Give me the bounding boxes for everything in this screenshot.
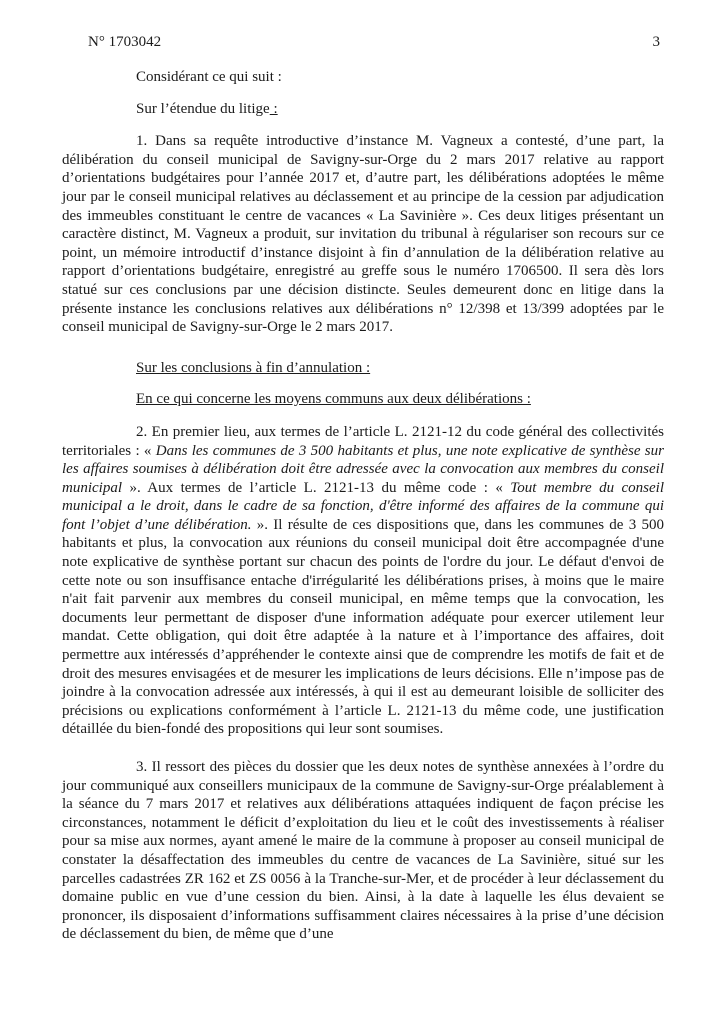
text-run: Tout membre du conseil municipal a le droit, dans le cadre de sa fonction, d'être informé des affaires de la commune qui font l’objet d’une délibération.	[62, 479, 664, 533]
text-run: ». Il résulte de ces dispositions que, dans les communes de 3 500 habitants et plus, la convocation aux réunions du conseil municipal doit être accompagnée d'une note explicative de synthèse portant sur chacun des points de l'ordre du jour. Le défaut d'envoi de cette note ou son insuffisance entache d'irrégularité les délibérations prises, à moins que le maire n'ait fait parvenir aux membres du conseil municipal, en même temps que la convocation, les documents leur permettant de disposer d'une information adéquate pour exercer utilement leur mandat. Cette obligation, qui doit être adaptée à la nature et à l’importance des affaires, doit permettre aux intéressés d’appréhender le contexte ainsi que de comprendre les motifs de fait et de droit des mesures envisagées et de mesurer les implications de leurs décisions. Elle n’impose pas de joindre à la convocation adressée aux intéressés, à qui il est au demeurant loisible de solliciter des précisions ou explications conformément à l’article L. 2121-13 du même code, une justification détaillée du bien-fondé des propositions qui leur sont soumises.	[62, 516, 664, 738]
text-run: ». Aux termes de l’article L. 2121-13 du même code : «	[122, 479, 511, 496]
heading-conclusions-annulation	[62, 359, 664, 378]
heading-considerant: Considérant ce qui suit :	[136, 69, 282, 85]
heading-etendue-litige	[62, 100, 664, 119]
page-number: 3	[652, 34, 660, 50]
heading-etendue-text: Sur l’étendue du litige	[136, 100, 270, 117]
text-run: 1. Dans sa requête introductive d’instance M. Vagneux a contesté, d’une part, la délibération du conseil municipal de Savigny-sur-Orge du 2 mars 2017 relative au rapport d’orientations budgétaires pour l’année 2017 et, d’autre part, les délibérations adoptées le même jour par le conseil municipal relatives au déclassement et au principe de la cession par adjudication des immeubles constituant le centre de vacances « La Savinière ». Ces deux litiges présentant un caractère distinct, M. Vagneux a produit, sur invitation du tribunal à régulariser son recours sur ce point, un mémoire introductif d’instance disjoint à fin d’annulation de la délibération relative au rapport d’orientations budgétaire, enregistré au greffe sous le numéro 1706500. Il sera dès lors statué sur ces conclusions par une décision distincte. Seules demeurent donc en litige dans la présente instance les conclusions relatives aux délibérations n° 12/398 et 13/399 adoptées par le conseil municipal de Savigny-sur-Orge le 2 mars 2017.	[62, 133, 664, 336]
page-header	[62, 33, 664, 52]
document-body	[62, 68, 664, 944]
heading-etendue-colon: :	[269, 100, 278, 117]
paragraph-3	[62, 758, 664, 944]
paragraph-2	[62, 423, 664, 739]
paragraph-1	[62, 132, 664, 337]
text-run: Dans les communes de 3 500 habitants et plus, une note explicative de synthèse sur les affaires soumises à délibération doit être adressée avec la convocation aux membres du conseil municipal	[62, 442, 664, 496]
text-run: 2. En premier lieu, aux termes de l’article L. 2121-12 du code général des collectivités territoriales : «	[62, 423, 664, 459]
heading-moyens-communs	[62, 390, 664, 409]
heading-moyens-text: En ce qui concerne les moyens communs aux deux délibérations :	[136, 391, 531, 408]
case-number: N° 1703042	[88, 34, 162, 50]
heading-conclusions-text: Sur les conclusions à fin d’annulation :	[136, 359, 371, 376]
text-run: 3. Il ressort des pièces du dossier que les deux notes de synthèse annexées à l’ordre du jour communiqué aux conseillers municipaux de la commune de Savigny-sur-Orge préalablement à la séance du 7 mars 2017 et relatives aux délibérations attaquées indiquent de façon précise les circonstances, notamment le déficit d’exploitation du lieu et le coût des investissements à réaliser pour sa mise aux normes, ayant amené le maire de la commune à proposer au conseil municipal de constater la désaffectation des immeubles du centre de vacances de La Savinière, situé sur les parcelles cadastrées ZR 162 et ZS 0056 à la Tranche-sur-Mer, et de procéder à leur déclassement du domaine public en vue d’une cession du bien. Ainsi, à la date à laquelle les élus devaient se prononcer, ils disposaient d’informations suffisamment claires nécessaires à la prise d’une décision de déclassement du bien, de même que d’une	[62, 759, 664, 943]
